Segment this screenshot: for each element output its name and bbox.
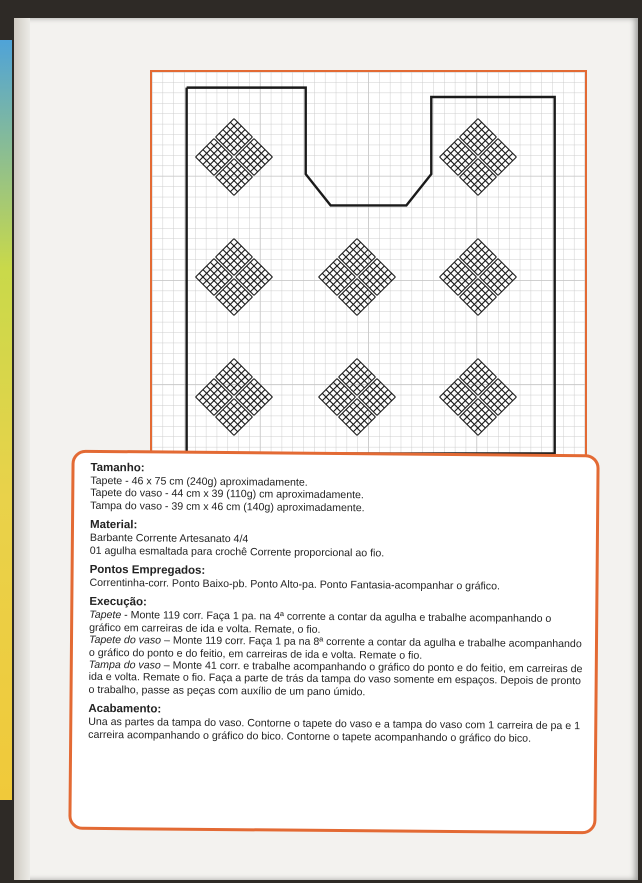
hatch-line [483, 262, 501, 280]
hatch-line [498, 157, 516, 175]
hatch-line [236, 277, 254, 295]
hatch-line [346, 406, 364, 424]
hatch-line [498, 259, 516, 277]
hatch-line [319, 379, 337, 397]
hatch-line [196, 157, 214, 175]
tamanho-line: Tapete - 46 x 75 cm (240g) aproximadamente. [90, 474, 308, 489]
hatch-line [467, 130, 485, 148]
hatch-line [471, 286, 489, 304]
hatch-line [458, 259, 476, 277]
hatch-line [353, 402, 371, 420]
hatch-line [227, 410, 245, 428]
hatch-line [227, 126, 245, 144]
hatch-line [219, 122, 237, 140]
hatch-line [236, 139, 254, 157]
hatch-line [337, 277, 355, 295]
motif-bottom-right-block-top [460, 359, 497, 396]
hatch-line [227, 170, 245, 188]
hatch-line [491, 270, 509, 288]
hatch-line [342, 282, 360, 300]
hatch-line [480, 397, 498, 415]
hatch-line [243, 270, 261, 288]
hatch-line [250, 393, 268, 411]
hatch-line [350, 290, 368, 308]
hatch-line [467, 126, 485, 144]
hatch-line [230, 362, 248, 380]
motif-mid-right-block-bottom [460, 279, 497, 316]
hatch-line [460, 159, 478, 177]
hatch-line [227, 370, 245, 388]
hatch-line [203, 270, 221, 288]
hatch-line [480, 139, 498, 157]
hatch-line [491, 266, 509, 284]
hatch-line [219, 402, 237, 420]
hatch-line [373, 262, 391, 280]
motif-mid-left-block-left [196, 259, 233, 296]
hatch-line [330, 270, 348, 288]
hatch-line [216, 119, 234, 137]
hatch-line [350, 406, 368, 424]
hatch-line [359, 379, 377, 397]
hatch-line [239, 262, 257, 280]
hatch-line [458, 379, 476, 397]
hatch-line [230, 133, 248, 151]
hatch-line [196, 139, 214, 157]
hatch-line [219, 162, 237, 180]
crochet-chart [150, 70, 587, 470]
hatch-line [227, 246, 245, 264]
motif-bottom-right-block-bottom [460, 399, 497, 436]
hatch-line [254, 277, 272, 295]
hatch-line [219, 362, 237, 380]
hatch-line [454, 262, 472, 280]
hatch-line [199, 273, 217, 291]
motif-mid-right-block-right [480, 259, 517, 296]
hatch-line [471, 166, 489, 184]
hatch-line [199, 393, 217, 411]
motif-bottom-center-block-left [319, 379, 356, 416]
hatch-line [357, 279, 375, 297]
hatch-line [216, 239, 234, 257]
hatch-line [339, 279, 357, 297]
hatch-line [362, 262, 380, 280]
hatch-line [460, 377, 478, 395]
hatch-line [458, 157, 476, 175]
hatch-line [498, 277, 516, 295]
hatch-line [337, 379, 355, 397]
hatch-line [216, 137, 234, 155]
section-tamanho [90, 461, 584, 517]
hatch-line [216, 177, 234, 195]
hatch-line [239, 153, 257, 171]
hatch-line [227, 290, 245, 308]
hatch-line [326, 270, 344, 288]
hatch-line [471, 250, 489, 268]
hatch-line [353, 293, 371, 311]
hatch-line [346, 290, 364, 308]
pontos-text: Correntinha-corr. Ponto Baixo-pb. Ponto Alto-pa. Ponto Fantasia-acompanhar o gráfico. [89, 576, 500, 593]
hatch-line [203, 150, 221, 168]
execucao-heading: Execução: [89, 596, 147, 609]
motif-top-right-block-left [440, 139, 477, 176]
hatch-line [196, 259, 214, 277]
hatch-line [460, 119, 478, 137]
hatch-line [467, 246, 485, 264]
hatch-line [451, 266, 469, 284]
hatch-line [471, 246, 489, 264]
hatch-line [471, 410, 489, 428]
hatch-line [467, 166, 485, 184]
hatch-line [243, 150, 261, 168]
hatch-line [227, 366, 245, 384]
hatch-line [460, 137, 478, 155]
execucao-label: Tapete [89, 609, 122, 622]
hatch-line [350, 250, 368, 268]
hatch-line [359, 277, 377, 295]
hatch-line [359, 259, 377, 277]
hatch-line [447, 150, 465, 168]
hatch-line [227, 250, 245, 268]
hatch-line [342, 402, 360, 420]
instructions-box [68, 450, 599, 835]
hatch-line [196, 397, 214, 415]
hatch-line [480, 277, 498, 295]
hatch-line [451, 270, 469, 288]
hatch-line [230, 282, 248, 300]
hatch-line [227, 406, 245, 424]
motif-mid-center-block-right [359, 259, 396, 296]
hatch-line [478, 119, 496, 137]
hatch-line [219, 242, 237, 260]
hatch-line [357, 399, 375, 417]
hatch-line [471, 290, 489, 308]
hatch-line [350, 370, 368, 388]
hatch-line [330, 266, 348, 284]
hatch-line [467, 286, 485, 304]
hatch-line [346, 286, 364, 304]
hatch-line [236, 397, 254, 415]
hatch-line [250, 153, 268, 171]
hatch-line [239, 393, 257, 411]
hatch-line [216, 399, 234, 417]
hatch-line [339, 399, 357, 417]
hatch-line [216, 279, 234, 297]
hatch-line [350, 246, 368, 264]
hatch-line [373, 273, 391, 291]
hatch-line [467, 410, 485, 428]
hatch-line [319, 277, 337, 295]
hatch-line [467, 366, 485, 384]
hatch-line [346, 250, 364, 268]
hatch-line [373, 393, 391, 411]
hatch-line [483, 393, 501, 411]
hatch-line [250, 273, 268, 291]
hatch-line [478, 239, 496, 257]
motif-bottom-center-block-right [359, 379, 396, 416]
hatch-line [350, 410, 368, 428]
hatch-line [342, 242, 360, 260]
hatch-line [478, 137, 496, 155]
hatch-line [346, 370, 364, 388]
hatch-line [319, 397, 337, 415]
motif-bottom-right-block-right [480, 379, 517, 416]
hatch-line [454, 273, 472, 291]
hatch-line [254, 139, 272, 157]
hatch-line [377, 397, 395, 415]
hatch-line [460, 279, 478, 297]
motif-mid-right-block-left [440, 259, 477, 296]
hatch-line [454, 393, 472, 411]
hatch-line [236, 379, 254, 397]
hatch-line [350, 286, 368, 304]
hatch-line [254, 157, 272, 175]
hatch-line [498, 379, 516, 397]
hatch-line [478, 399, 496, 417]
motif-mid-center-block-bottom [339, 279, 376, 316]
hatch-line [219, 282, 237, 300]
hatch-line [480, 379, 498, 397]
hatch-line [480, 157, 498, 175]
acabamento-text: Una as partes da tampa do vaso. Contorne o tapete do vaso e a tampa do vaso com 1 carreira de pa e 1 carreira acompanhando o gráfico do bico. Contorne o tapete acompanhando o gráfico do bico. [88, 716, 581, 745]
hatch-line [467, 170, 485, 188]
hatch-line [210, 153, 228, 171]
hatch-line [443, 262, 461, 280]
hatch-line [216, 297, 234, 315]
hatch-line [443, 153, 461, 171]
hatch-line [357, 377, 375, 395]
hatch-line [203, 266, 221, 284]
hatch-line [353, 373, 371, 391]
hatch-line [471, 370, 489, 388]
execucao-paragraph-tampa-vaso [89, 659, 583, 701]
execucao-text: - Monte 119 corr. Faça 1 pa. na 4ª corrente a contar da agulha e trabalhe acompanhando o gráfico em carreiras de ida e volta. Remate, o fio. [89, 609, 552, 636]
motif-top-right-block-bottom [460, 159, 497, 196]
hatch-line [471, 130, 489, 148]
hatch-line [460, 399, 478, 417]
hatch-line [196, 379, 214, 397]
hatch-line [460, 239, 478, 257]
tamanho-line: Tapete do vaso - 44 cm x 39 (110g) cm aproximadamente. [90, 487, 364, 502]
hatch-line [216, 159, 234, 177]
hatch-line [342, 373, 360, 391]
hatch-line [207, 150, 225, 168]
hatch-line [346, 366, 364, 384]
hatch-line [458, 139, 476, 157]
hatch-line [339, 239, 357, 257]
hatch-line [353, 362, 371, 380]
hatch-line [443, 393, 461, 411]
motif-mid-left-block-right [236, 259, 273, 296]
hatch-line [370, 266, 388, 284]
hatch-line [494, 393, 512, 411]
hatch-line [494, 273, 512, 291]
hatch-line [483, 273, 501, 291]
hatch-line [467, 250, 485, 268]
hatch-line [342, 253, 360, 271]
execucao-label: Tampa do vaso [88, 658, 161, 672]
hatch-line [460, 177, 478, 195]
hatch-line [491, 150, 509, 168]
motif-bottom-center-block-bottom [339, 399, 376, 436]
tamanho-heading: Tamanho: [90, 461, 145, 475]
hatch-line [498, 139, 516, 157]
section-pontos [89, 563, 583, 594]
section-material [90, 518, 584, 561]
motif-top-right-block-right [480, 139, 517, 176]
section-acabamento [88, 702, 582, 745]
hatch-line [467, 290, 485, 308]
motif-bottom-right-block-left [440, 379, 477, 416]
motif-top-left-block-right [236, 139, 273, 176]
hatch-line [353, 253, 371, 271]
hatch-line [478, 279, 496, 297]
hatch-line [230, 242, 248, 260]
hatch-line [250, 262, 268, 280]
hatch-line [239, 273, 257, 291]
hatch-line [346, 410, 364, 428]
page-edge [14, 18, 30, 880]
hatch-line [478, 177, 496, 195]
hatch-line [487, 150, 505, 168]
hatch-line [227, 166, 245, 184]
hatch-line [207, 266, 225, 284]
hatch-line [471, 406, 489, 424]
motif-bottom-left-block-right [236, 379, 273, 416]
material-line: 01 agulha esmaltada para crochê Corrente proporcional ao fio. [89, 544, 385, 560]
hatch-line [342, 362, 360, 380]
acabamento-heading: Acabamento: [88, 703, 162, 716]
hatch-line [230, 373, 248, 391]
hatch-line [494, 262, 512, 280]
motif-bottom-center-block-top [339, 359, 376, 396]
hatch-line [346, 246, 364, 264]
material-line: Barbante Corrente Artesanato 4/4 [89, 532, 249, 546]
chart-svg [152, 72, 585, 468]
hatch-line [447, 266, 465, 284]
hatch-line [254, 259, 272, 277]
hatch-line [243, 266, 261, 284]
hatch-line [230, 162, 248, 180]
hatch-line [494, 153, 512, 171]
hatch-line [227, 130, 245, 148]
hatch-line [353, 242, 371, 260]
hatch-line [254, 397, 272, 415]
hatch-line [319, 259, 337, 277]
hatch-line [487, 270, 505, 288]
hatch-line [210, 273, 228, 291]
hatch-line [443, 273, 461, 291]
hatch-line [498, 397, 516, 415]
hatch-line [230, 402, 248, 420]
hatch-line [467, 370, 485, 388]
motif-mid-left-block-bottom [216, 279, 253, 316]
hatch-line [219, 253, 237, 271]
execucao-label: Tapete do vaso [88, 634, 162, 647]
hatch-line [230, 253, 248, 271]
hatch-line [454, 153, 472, 171]
hatch-line [230, 293, 248, 311]
hatch-line [339, 377, 357, 395]
hatch-line [216, 377, 234, 395]
hatch-line [467, 406, 485, 424]
hatch-line [350, 366, 368, 384]
hatch-line [377, 379, 395, 397]
hatch-line [458, 397, 476, 415]
hatch-line [483, 153, 501, 171]
motif-bottom-left-block-bottom [216, 399, 253, 436]
hatch-line [254, 379, 272, 397]
hatch-line [471, 126, 489, 144]
hatch-line [196, 277, 214, 295]
hatch-line [487, 266, 505, 284]
hatch-line [207, 270, 225, 288]
execucao-text: – Monte 119 corr. Faça 1 pa na 8ª corrente a contar da agulha e trabalhe acompanhando o gráfico do ponto e do feitio, em carreiras de ida e volta. Remate o fio. [88, 634, 582, 662]
motif-bottom-left-block-left [196, 379, 233, 416]
motif-mid-center-block-left [319, 259, 356, 296]
execucao-text: – Monte 41 corr. e trabalhe acompanhando o gráfico do ponto e do feitio, em carreiras de ida e volta. Remate o fio. Faça a parte de trás da tampa do vaso somente em espaços. Depois de pronto o trabalho, passe as peças com auxílio de um pano úmido. [88, 659, 583, 699]
hatch-line [342, 293, 360, 311]
hatch-line [337, 259, 355, 277]
motif-top-left-block-left [196, 139, 233, 176]
hatch-line [326, 266, 344, 284]
hatch-line [480, 259, 498, 277]
hatch-line [362, 273, 380, 291]
material-heading: Material: [89, 519, 138, 532]
motif-bottom-left-block-top [216, 359, 253, 396]
hatch-line [236, 157, 254, 175]
hatch-line [199, 262, 217, 280]
hatch-line [458, 277, 476, 295]
hatch-line [219, 293, 237, 311]
hatch-line [219, 133, 237, 151]
hatch-line [362, 393, 380, 411]
hatch-line [447, 270, 465, 288]
hatch-line [199, 153, 217, 171]
hatch-line [236, 259, 254, 277]
hatch-line [219, 373, 237, 391]
hatch-line [451, 150, 469, 168]
hatch-line [210, 262, 228, 280]
motif-top-left-block-bottom [216, 159, 253, 196]
hatch-line [478, 297, 496, 315]
hatch-line [359, 397, 377, 415]
hatch-line [471, 366, 489, 384]
tamanho-line: Tampa do vaso - 39 cm x 46 cm (140g) aproximadamente. [90, 499, 365, 515]
hatch-line [230, 122, 248, 140]
section-execucao [89, 595, 584, 700]
pontos-heading: Pontos Empregados: [89, 563, 206, 577]
hatch-line [210, 393, 228, 411]
hatch-line [478, 377, 496, 395]
hatch-line [471, 170, 489, 188]
hatch-line [377, 277, 395, 295]
hatch-line [339, 297, 357, 315]
binder-strip [0, 40, 12, 800]
hatch-line [377, 259, 395, 277]
hatch-line [337, 397, 355, 415]
hatch-line [357, 239, 375, 257]
hatch-line [370, 270, 388, 288]
hatch-line [357, 297, 375, 315]
hatch-line [460, 297, 478, 315]
hatch-line [227, 286, 245, 304]
hatch-line [478, 159, 496, 177]
hatch-line [353, 282, 371, 300]
